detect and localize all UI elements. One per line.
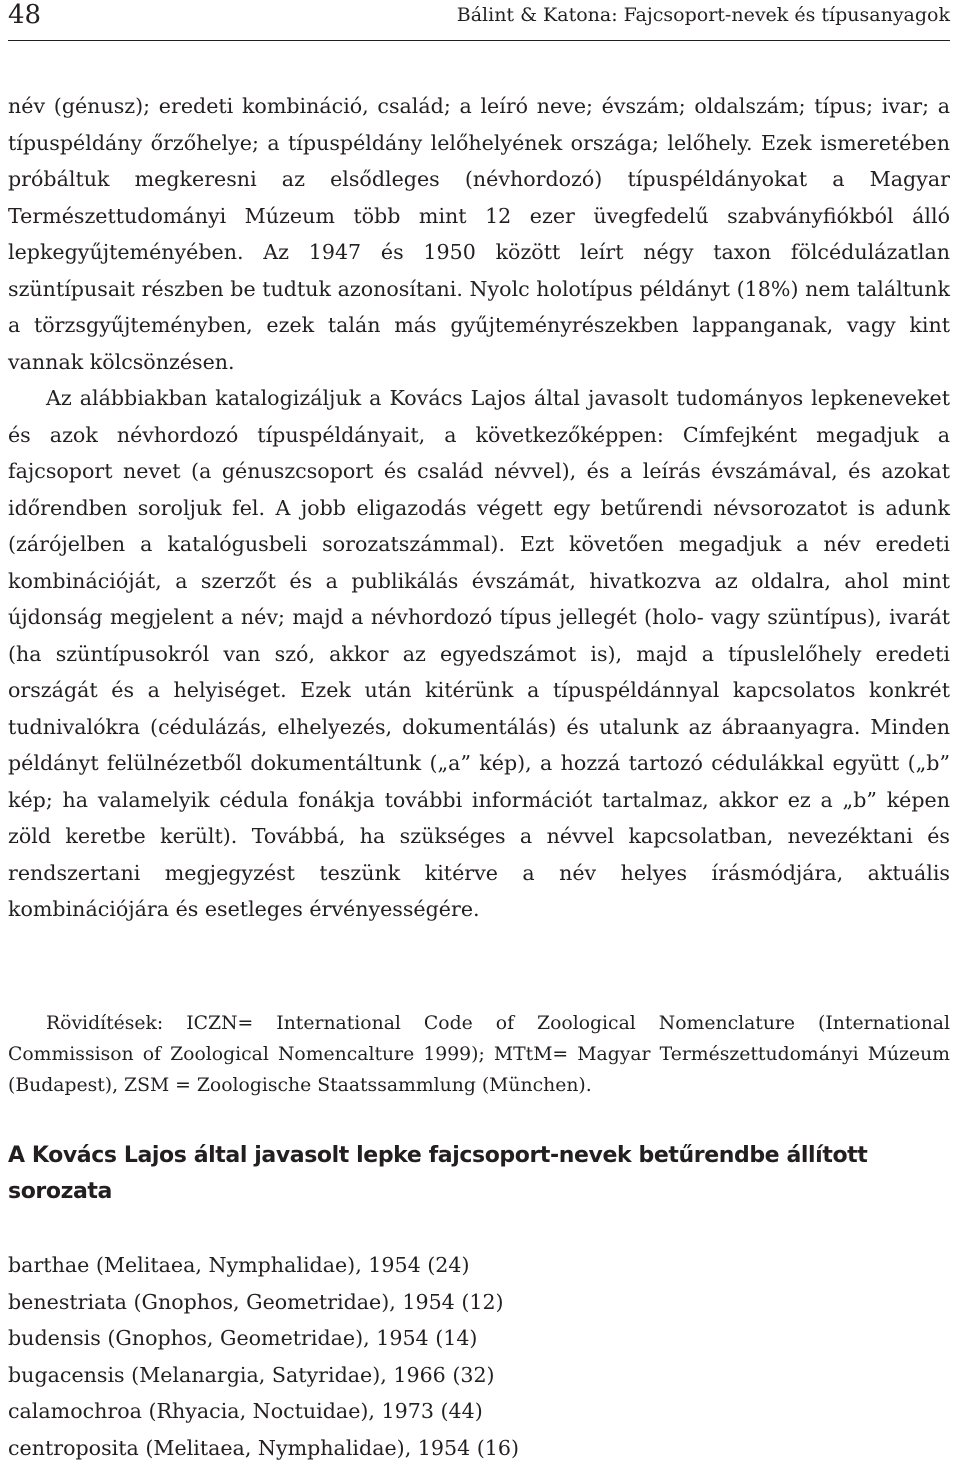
catalog-entry: bugacensis (Melanargia, Satyridae), 1966 (32)	[8, 1357, 519, 1394]
catalog-entry: barthae (Melitaea, Nymphalidae), 1954 (24)	[8, 1247, 519, 1284]
catalog-list	[8, 1247, 519, 1466]
catalog-entry: benestriata (Gnophos, Geometridae), 1954 (12)	[8, 1284, 519, 1321]
abbreviations-paragraph: Rövidítések: ICZN= International Code of Zoological Nomenclature (International Commissison of Zoological Nomencalture 1999); MTtM= Magyar Természettudományi Múzeum (Budapest), ZSM = Zoologische Staatssammlung (München).	[8, 1008, 950, 1101]
catalog-entry: calamochroa (Rhyacia, Noctuidae), 1973 (44)	[8, 1393, 519, 1430]
catalog-entry: centroposita (Melitaea, Nymphalidae), 1954 (16)	[8, 1430, 519, 1466]
section-heading: A Kovács Lajos által javasolt lepke fajcsoport-nevek betűrendbe állított sorozata	[8, 1138, 908, 1210]
abbreviations-block	[8, 1008, 950, 1101]
paragraph-2: Az alábbiakban katalogizáljuk a Kovács Lajos által javasolt tudományos lepkeneveket és azok névhordozó típuspéldányait, a következőképpen: Címfejként megadjuk a fajcsoport nevet (a génuszcsoport és család névvel), és a leírás évszámával, és azokat időrendben soroljuk fel. A jobb eligazodás végett egy betűrendi névsorozatot is adunk (zárójelben a katalógusbeli sorozatszámmal). Ezt követően megadjuk a név eredeti kombinációját, a szerzőt és a publikálás évszámát, hivatkozva az oldalra, ahol mint újdonság megjelent a név; majd a névhordozó típus jellegét (holo- vagy szüntípus), ivarát (ha szüntípusokról van szó, akkor az egyedszámot is), majd a típuslelőhely eredeti országát és a helyiséget. Ezek után kitérünk a típuspéldánnyal kapcsolatos konkrét tudnivalókra (cédulázás, elhelyezés, dokumentálás) és utalunk az ábraanyagra. Minden példányt felülnézetből dokumentáltunk („a” kép), a hozzá tartozó cédulákkal együtt („b” kép; ha valamelyik cédula fonákja további információt tartalmaz, akkor ez a „b” képen zöld keretbe került). Továbbá, ha szükséges a névvel kapcsolatban, nevezéktani és rendszertani megjegyzést teszünk kitérve a név helyes írásmódjára, aktuális kombinációjára és esetleges érvényességére.	[8, 380, 950, 928]
header-rule	[8, 40, 950, 41]
body-text	[8, 88, 950, 928]
page-number: 48	[8, 0, 41, 30]
running-header: Bálint & Katona: Fajcsoport-nevek és típusanyagok	[457, 2, 950, 28]
catalog-entry: budensis (Gnophos, Geometridae), 1954 (14)	[8, 1320, 519, 1357]
paragraph-1: név (génusz); eredeti kombináció, család; a leíró neve; évszám; oldalszám; típus; ivar; a típuspéldány őrzőhelye; a típuspéldány lelőhelyének országa; lelőhely. Ezek ismeretében próbáltuk megkeresni az elsődleges (névhordozó) típuspéldányokat a Magyar Természettudományi Múzeum több mint 12 ezer üvegfedelű szabványfiókból álló lepkegyűjteményében. Az 1947 és 1950 között leírt négy taxon fölcédulázatlan szüntípusait részben be tudtuk azonosítani. Nyolc holotípus példányt (18%) nem találtunk a törzsgyűjteményben, ezek talán más gyűjteményrészekben lappanganak, vagy kint vannak kölcsönzésen.	[8, 88, 950, 380]
